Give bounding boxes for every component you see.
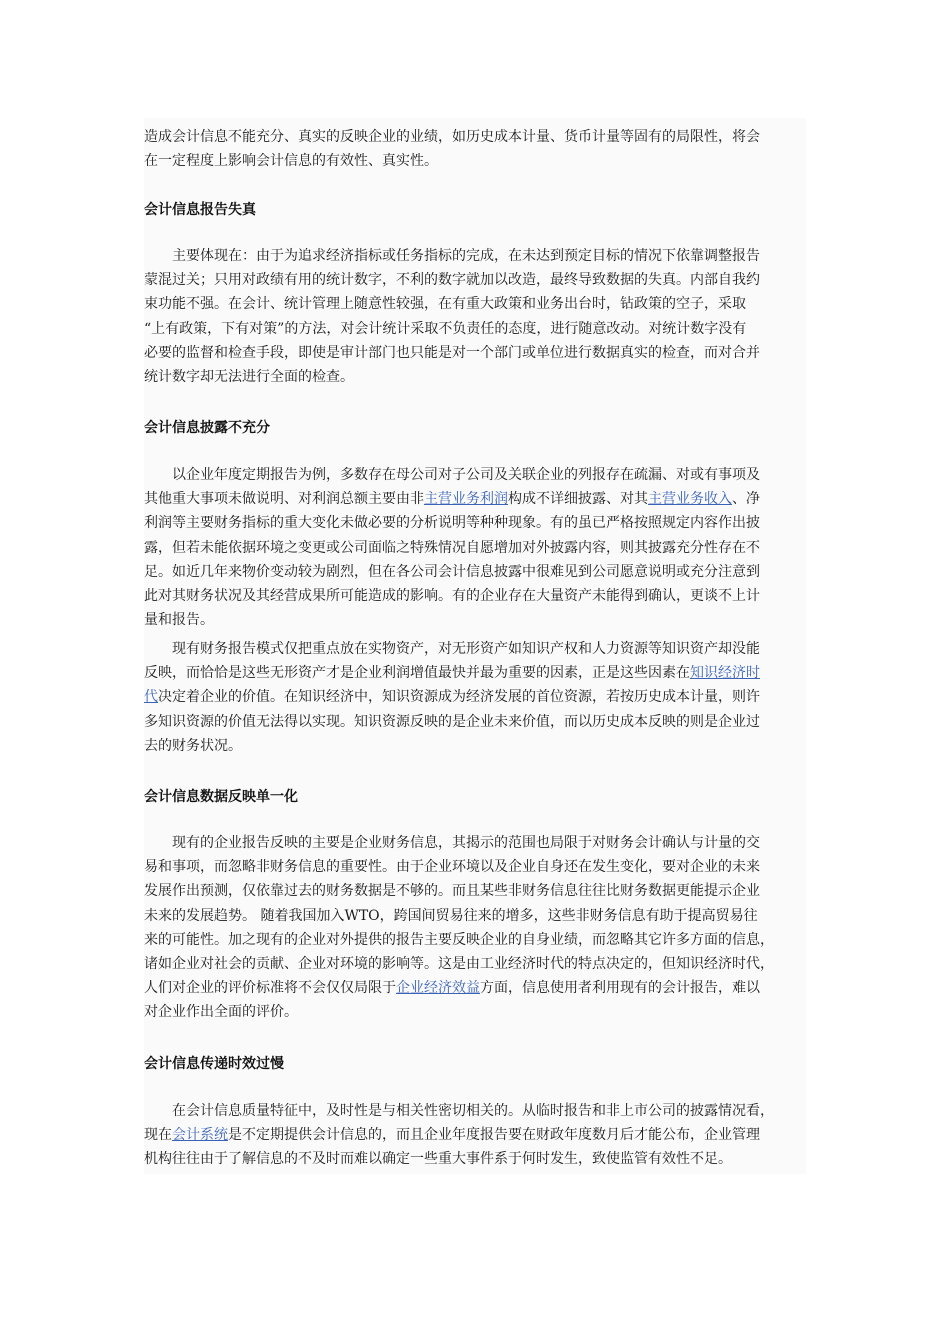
slow-transmission-paragraph [144,1099,774,1172]
section-heading-slow-transmission: 会计信息传递时效过慢 [144,1056,284,1072]
text-run: 现在 [144,1127,172,1144]
text-run: 反映，而恰恰是这些无形资产才是企业利润增值最快并最为重要的因素，正是这些因素在 [144,665,690,682]
text-run: 、净 [732,491,760,508]
paragraph-line [144,976,774,1000]
insufficient-disclosure-paragraph-1 [144,463,760,632]
intro-line-2: 在一定程度上影响会计信息的有效性、真实性。 [144,153,438,170]
paragraph-line [144,661,760,685]
report-distortion-paragraph [144,244,760,389]
text-run: 其他重大事项未做说明、对利润总额主要由非 [144,491,424,508]
section-heading-single-data: 会计信息数据反映单一化 [144,789,298,805]
paragraph-line: 统计数字却无法进行全面的检查。 [144,369,354,386]
section-heading-insufficient-disclosure: 会计信息披露不充分 [144,420,270,436]
section-heading-report-distortion: 会计信息报告失真 [144,202,256,218]
paragraph-line: 此对其财务状况及其经营成果所可能造成的影响。有的企业存在大量资产未能得到确认，更谈不上计 [144,588,760,605]
paragraph-line: 现有的企业报告反映的主要是企业财务信息，其揭示的范围也局限于对财务会计确认与计量的交 [172,835,760,851]
paragraph-line: 诸如企业对社会的贡献、企业对环境的影响等。这是由工业经济时代的特点决定的，但知识经济时代， [144,956,774,973]
paragraph-line: 足。如近几年来物价变动较为剧烈，但在各公司会计信息披露中很难见到公司愿意说明或充分注意到 [144,563,760,580]
document-body [144,118,806,1174]
paragraph-line: “上有政策，下有对策”的方法，对会计统计采取不负责任的态度，进行随意改动。对统计数字没有 [144,320,747,337]
text-run: 是不定期提供会计信息的，而且企业年度报告要在财政年度数月后才能公布，企业管理 [228,1127,760,1144]
paragraph-line: 发展作出预测，仅依靠过去的财务数据是不够的。而且某些非财务信息往往比财务数据更能提示企业 [144,883,760,900]
paragraph-line: 蒙混过关；只用对政绩有用的统计数字，不利的数字就加以改造，最终导致数据的失真。内部自我约 [144,272,760,289]
link-core-business-revenue[interactable]: 主营业务收入 [648,491,732,508]
paragraph-line: 量和报告。 [144,612,214,629]
text-run: 方面，信息使用者利用现有的会计报告，难以 [480,980,760,997]
paragraph-line [144,685,760,709]
text-run: 决定着企业的价值。在知识经济中，知识资源成为经济发展的首位资源，若按历史成本计量，则许 [158,689,760,706]
paragraph-line: 机构往往由于了解信息的不及时而难以确定一些重大事件系于何时发生，致使监管有效性不足。 [144,1151,732,1168]
paragraph-line: 对企业作出全面的评价。 [144,1004,298,1021]
paragraph-line [144,487,760,511]
paragraph-line: 来的可能性。加之现有的企业对外提供的报告主要反映企业的自身业绩，而忽略其它许多方面的信息， [144,931,774,948]
paragraph-line: 在会计信息质量特征中，及时性是与相关性密切相关的。从临时报告和非上市公司的披露情况看， [172,1103,774,1119]
paragraph-line: 未来的发展趋势。 随着我国加入WTO，跨国间贸易往来的增多，这些非财务信息有助于提高贸易往 [144,907,758,924]
paragraph-line: 必要的监督和检查手段，即使是审计部门也只能是对一个部门或单位进行数据真实的检查，而对合并 [144,344,760,361]
link-accounting-system[interactable]: 会计系统 [172,1127,228,1144]
paragraph-line: 去的财务状况。 [144,737,242,754]
link-knowledge-economy-era[interactable]: 知识经济时 [690,665,760,682]
paragraph-line: 以企业年度定期报告为例，多数存在母公司对子公司及关联企业的列报存在疏漏、对或有事项及 [172,467,760,483]
paragraph-line: 现有财务报告模式仅把重点放在实物资产，对无形资产如知识产权和人力资源等知识资产却没能 [172,641,760,657]
paragraph-line: 多知识资源的价值无法得以实现。知识资源反映的是企业未来价值，而以历史成本反映的则是企业过 [144,713,760,730]
link-enterprise-economic-benefit[interactable]: 企业经济效益 [396,980,480,997]
paragraph-line: 束功能不强。在会计、统计管理上随意性较强，在有重大政策和业务出台时，钻政策的空子，采取 [144,296,746,313]
paragraph-line: 露，但若未能依据环境之变更或公司面临之特殊情况自愿增加对外披露内容，则其披露充分性存在不 [144,539,760,556]
link-non-core-business-profit[interactable]: 主营业务利润 [424,491,508,508]
single-data-paragraph [144,831,774,1025]
paragraph-line: 主要体现在：由于为追求经济指标或任务指标的完成，在未达到预定目标的情况下依靠调整报告 [172,248,760,264]
intro-paragraph [144,125,760,173]
link-knowledge-economy-era-cont[interactable]: 代 [144,689,158,706]
paragraph-line [144,1123,774,1147]
insufficient-disclosure-paragraph-2 [144,637,760,758]
intro-line-1: 造成会计信息不能充分、真实的反映企业的业绩，如历史成本计量、货币计量等固有的局限性，将会 [144,129,760,145]
text-run: 人们对企业的评价标准将不会仅仅局限于 [144,980,396,997]
paragraph-line: 易和事项，而忽略非财务信息的重要性。由于企业环境以及企业自身还在发生变化，要对企业的未来 [144,859,760,876]
paragraph-line: 利润等主要财务指标的重大变化未做必要的分析说明等种种现象。有的虽已严格按照规定内容作出披 [144,515,760,532]
text-run: 构成不详细披露、对其 [508,491,648,508]
